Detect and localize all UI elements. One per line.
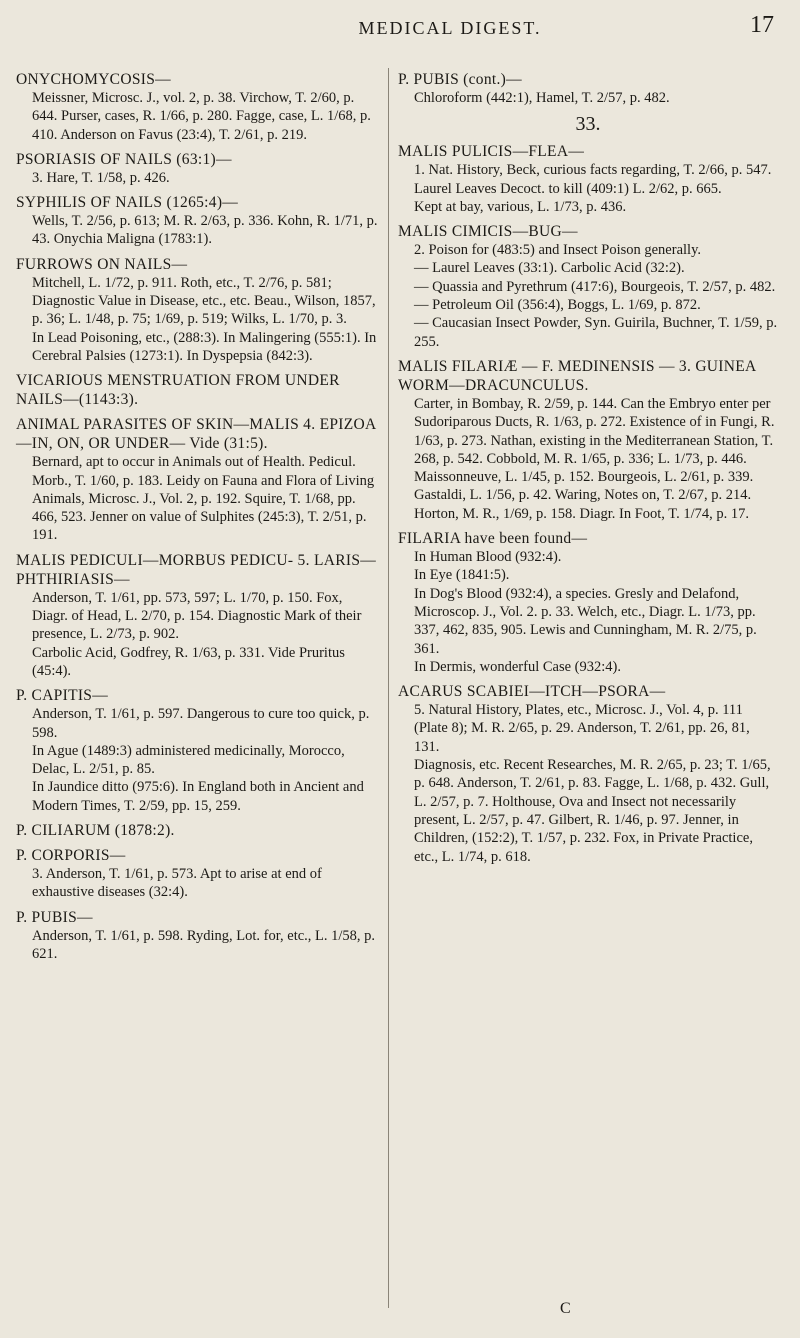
entry-reference: 3. Hare, T. 1/58, p. 426. <box>32 169 170 186</box>
entry-reference: In Eye (1841:5). <box>414 567 510 584</box>
entry-heading: P. CORPORIS— <box>16 847 126 865</box>
entry-reference: Wells, T. 2/56, p. 613; M. R. 2/63, p. 336. Kohn, R. 1/71, p. 43. Onychia Maligna (1783:1). <box>32 213 378 248</box>
left-column <box>16 70 378 969</box>
page-number: 17 <box>750 12 774 38</box>
entry-heading: FURROWS ON NAILS— <box>16 255 188 273</box>
entry-heading: MALIS CIMICIS—BUG— <box>398 223 578 241</box>
index-entry <box>16 415 378 544</box>
entry-heading: P. CILIARUM (1878:2). <box>16 822 175 840</box>
entry-reference: 5. Natural History, Plates, etc., Microsc. J., Vol. 4, p. 111 (Plate 8); M. R. 2/65, p. 29. Anderson, T. 2/61, pp. 26, 81, 131. <box>414 702 750 755</box>
index-entry <box>16 150 378 187</box>
index-entry <box>16 686 378 815</box>
signature-mark: C <box>560 1300 571 1317</box>
entry-heading: MALIS PULICIS—FLEA— <box>398 143 585 161</box>
entry-reference: Diagnosis, etc. Recent Researches, M. R. 2/65, p. 23; T. 1/65, p. 648. Anderson, T. 2/61, p. 83. Fagge, L. 1/68, p. 432. Gull, L. 2/57, p. 7. Holthouse, Ova and Insect not necessarily present, L. 2/57, p. 47. Gilbert, R. 1/46, p. 97. Jenner, in Children, (152:2), T. 1/57, p. 232. Fox, in Private Practice, etc., L. 1/74, p. 618. <box>414 757 771 865</box>
entry-heading: FILARIA have been found— <box>398 530 588 548</box>
entry-reference: Laurel Leaves Decoct. to kill (409:1) L. 2/62, p. 665. <box>414 180 722 197</box>
entry-heading: PSORIASIS OF NAILS (63:1)— <box>16 150 232 168</box>
entry-heading: SYPHILIS OF NAILS (1265:4)— <box>16 194 239 212</box>
entry-reference: Mitchell, L. 1/72, p. 911. Roth, etc., T. 2/76, p. 581; Diagnostic Value in Disease, etc., etc. Beau., Wilson, 1857, p. 36; L. 1/48, p. 75; 1/69, p. 519; Wilks, L. 1/70, p. 3. <box>32 274 376 328</box>
index-entry <box>398 222 778 351</box>
entry-reference: In Human Blood (932:4). <box>414 549 562 566</box>
entry-reference: — Quassia and Pyrethrum (417:6), Bourgeois, T. 2/57, p. 482. <box>414 278 776 295</box>
index-entry <box>16 70 378 144</box>
entry-reference: — Caucasian Insect Powder, Syn. Guirila, Buchner, T. 1/59, p. 255. <box>414 315 778 350</box>
running-head <box>0 12 800 42</box>
index-entry <box>16 551 378 680</box>
entry-reference: 3. Anderson, T. 1/61, p. 573. Apt to arise at end of exhaustive diseases (32:4). <box>32 866 322 901</box>
entry-reference: — Laurel Leaves (33:1). Carbolic Acid (32:2). <box>414 260 685 277</box>
entry-reference: — Petroleum Oil (356:4), Boggs, L. 1/69, p. 872. <box>414 297 701 314</box>
index-entry <box>398 142 778 216</box>
entry-heading: MALIS FILARIÆ — F. MEDINENSIS — 3. GUINEA WORM—DRACUNCULUS. <box>398 357 756 394</box>
entry-reference: In Lead Poisoning, etc., (288:3). In Malingering (555:1). In Cerebral Palsies (1273:1). In Dyspepsia (842:3). <box>32 329 377 364</box>
right-column <box>398 70 778 872</box>
entry-heading: ACARUS SCABIEI—ITCH—PSORA— <box>398 683 666 701</box>
entry-reference: Anderson, T. 1/61, pp. 573, 597; L. 1/70, p. 150. Fox, Diagr. of Head, L. 2/70, p. 154. Diagnostic Mark of their presence, L. 2/73, p. 902. <box>32 589 362 643</box>
index-entry <box>16 193 378 249</box>
entry-heading: MALIS PEDICULI—MORBUS PEDICU- 5. LARIS—PHTHIRIASIS— <box>16 551 377 588</box>
entry-reference: In Ague (1489:3) administered medicinally, Morocco, Delac, L. 2/51, p. 85. <box>32 742 345 778</box>
index-entry <box>398 357 778 523</box>
index-entry <box>398 70 778 107</box>
entry-reference: Anderson, T. 1/61, p. 597. Dangerous to cure too quick, p. 598. <box>32 706 370 741</box>
entry-reference: 2. Poison for (483:5) and Insect Poison generally. <box>414 242 701 259</box>
index-entry <box>398 682 778 866</box>
entry-reference: In Dog's Blood (932:4), a species. Gresly and Delafond, Microscop. J., Vol. 2. p. 33. Welch, etc., Diagr. L. 1/73, pp. 337, 462, 835, 905. Lewis and Cunningham, M. R. 2/75, p. 361. <box>414 585 757 657</box>
entry-heading: VICARIOUS MENSTRUATION FROM UNDER NAILS—(1143:3). <box>16 372 340 409</box>
entry-reference: Carbolic Acid, Godfrey, R. 1/63, p. 331. Vide Pruritus (45:4). <box>32 644 345 679</box>
entry-reference: Kept at bay, various, L. 1/73, p. 436. <box>414 198 627 215</box>
index-entry <box>16 821 378 840</box>
entry-reference: 1. Nat. History, Beck, curious facts regarding, T. 2/66, p. 547. <box>414 162 772 179</box>
index-entry <box>398 529 778 676</box>
section-number: 33. <box>575 113 601 136</box>
entry-heading: P. CAPITIS— <box>16 687 109 705</box>
entry-reference: Anderson, T. 1/61, p. 598. Ryding, Lot. for, etc., L. 1/58, p. 621. <box>32 927 376 962</box>
entry-heading: P. PUBIS (cont.)— <box>398 71 522 88</box>
entry-heading: P. PUBIS— <box>16 908 93 926</box>
index-entry <box>16 371 378 409</box>
entry-heading: ONYCHOMYCOSIS— <box>16 71 171 88</box>
index-entry <box>398 113 778 136</box>
index-entry <box>16 846 378 902</box>
index-entry <box>16 908 378 964</box>
entry-reference: Carter, in Bombay, R. 2/59, p. 144. Can the Embryo enter per Sudoriparous Ducts, R. 1/63, p. 272. Existence of in Fungi, R. 1/63, p. 273. Nathan, existing in the Mediterranean Station, T. 268, p. 542. Cobbold, M. R. 1/65, p. 336; L. 1/73, p. 446. Maissonneuve, L. 1/45, p. 152. Bourgeois, L. 2/61, p. 339. Gastaldi, L. 1/56, p. 42. Waring, Notes on, T. 2/67, p. 214. Horton, M. R., 1/69, p. 158. Diagr. In Foot, T. 1/74, p. 17. <box>414 395 775 522</box>
entry-reference: In Jaundice ditto (975:6). In England both in Ancient and Modern Times, T. 2/59, pp. 15, 259. <box>32 779 364 814</box>
entry-reference: Chloroform (442:1), Hamel, T. 2/57, p. 482. <box>414 90 670 106</box>
entry-heading: ANIMAL PARASITES OF SKIN—MALIS 4. EPIZOA—IN, ON, OR UNDER— Vide (31:5). <box>16 416 377 453</box>
running-title: MEDICAL DIGEST. <box>358 18 542 38</box>
index-entry <box>16 255 378 365</box>
entry-reference: In Dermis, wonderful Case (932:4). <box>414 658 621 675</box>
entry-reference: Bernard, apt to occur in Animals out of Health. Pedicul. Morb., T. 1/60, p. 183. Leidy on Fauna and Flora of Living Animals, Microsc. J., Vol. 2, p. 192. Squire, T. 1/68, pp. 466, 523. Jenner on value of Sulphites (245:3), T. 2/51, p. 191. <box>32 454 375 544</box>
column-divider <box>388 68 389 1308</box>
entry-reference: Meissner, Microsc. J., vol. 2, p. 38. Virchow, T. 2/60, p. 644. Purser, cases, R. 1/66, p. 280. Fagge, case, L. 1/68, p. 410. Anderson on Favus (23:4), T. 2/61, p. 219. <box>32 90 371 143</box>
